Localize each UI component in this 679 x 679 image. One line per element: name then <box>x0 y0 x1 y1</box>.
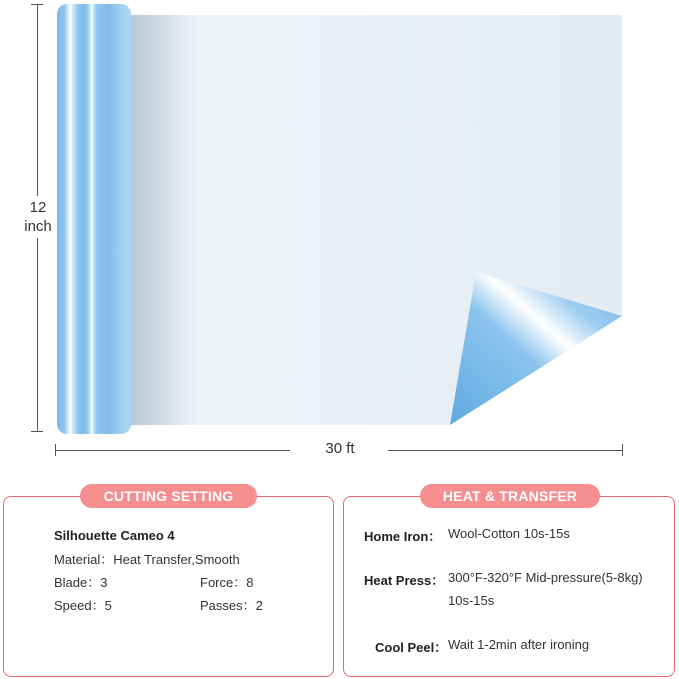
width-dimension-line-left <box>55 450 290 451</box>
cutting-setting-card <box>3 496 334 677</box>
height-label-number: 12 <box>29 199 47 216</box>
heat-press-label: Heat Press： <box>364 573 445 588</box>
width-label: 30 ft <box>325 440 355 457</box>
cutting-speed-row <box>54 595 112 614</box>
cutting-material-row <box>54 549 240 568</box>
heat-transfer-title: HEAT & TRANSFER <box>420 484 600 508</box>
cutting-force-label: Force： <box>200 575 247 590</box>
cool-peel-label: Cool Peel： <box>375 640 448 655</box>
heat-press-time: 10s-15s <box>448 593 495 608</box>
cutting-passes-value: 2 <box>255 598 263 613</box>
home-iron-value: Wool-Cotton 10s-15s <box>448 526 570 541</box>
peeled-corner-illustration <box>448 270 624 426</box>
cutting-blade-label: Blade： <box>54 575 101 590</box>
cutting-material-label: Material： <box>54 552 114 567</box>
vinyl-roll <box>57 4 131 434</box>
cutting-force-row <box>200 572 253 591</box>
cutting-machine: Silhouette Cameo 4 <box>54 528 175 543</box>
height-dimension-bottom-tick <box>31 431 43 432</box>
cool-peel-value: Wait 1-2min after ironing <box>448 637 590 652</box>
roll-shadow <box>128 15 198 425</box>
cutting-passes-row <box>200 595 263 614</box>
heat-press-value: 300°F-320°F Mid-pressure(5-8kg) <box>448 570 643 585</box>
cutting-passes-label: Passes： <box>200 598 256 613</box>
height-dimension-top-tick <box>31 4 43 5</box>
cutting-speed-value: 5 <box>104 598 112 613</box>
cutting-blade-value: 3 <box>100 575 108 590</box>
width-dimension-right-tick <box>622 444 623 456</box>
height-label-unit: inch <box>24 218 52 235</box>
home-iron-label: Home Iron： <box>364 529 442 544</box>
cutting-blade-row <box>54 572 107 591</box>
cutting-material-value: Heat Transfer,Smooth <box>113 552 240 567</box>
cutting-setting-title: CUTTING SETTING <box>80 484 257 508</box>
cutting-speed-label: Speed： <box>54 598 105 613</box>
cutting-force-value: 8 <box>246 575 254 590</box>
width-dimension-left-tick <box>55 444 56 456</box>
width-dimension-line-right <box>388 450 622 451</box>
